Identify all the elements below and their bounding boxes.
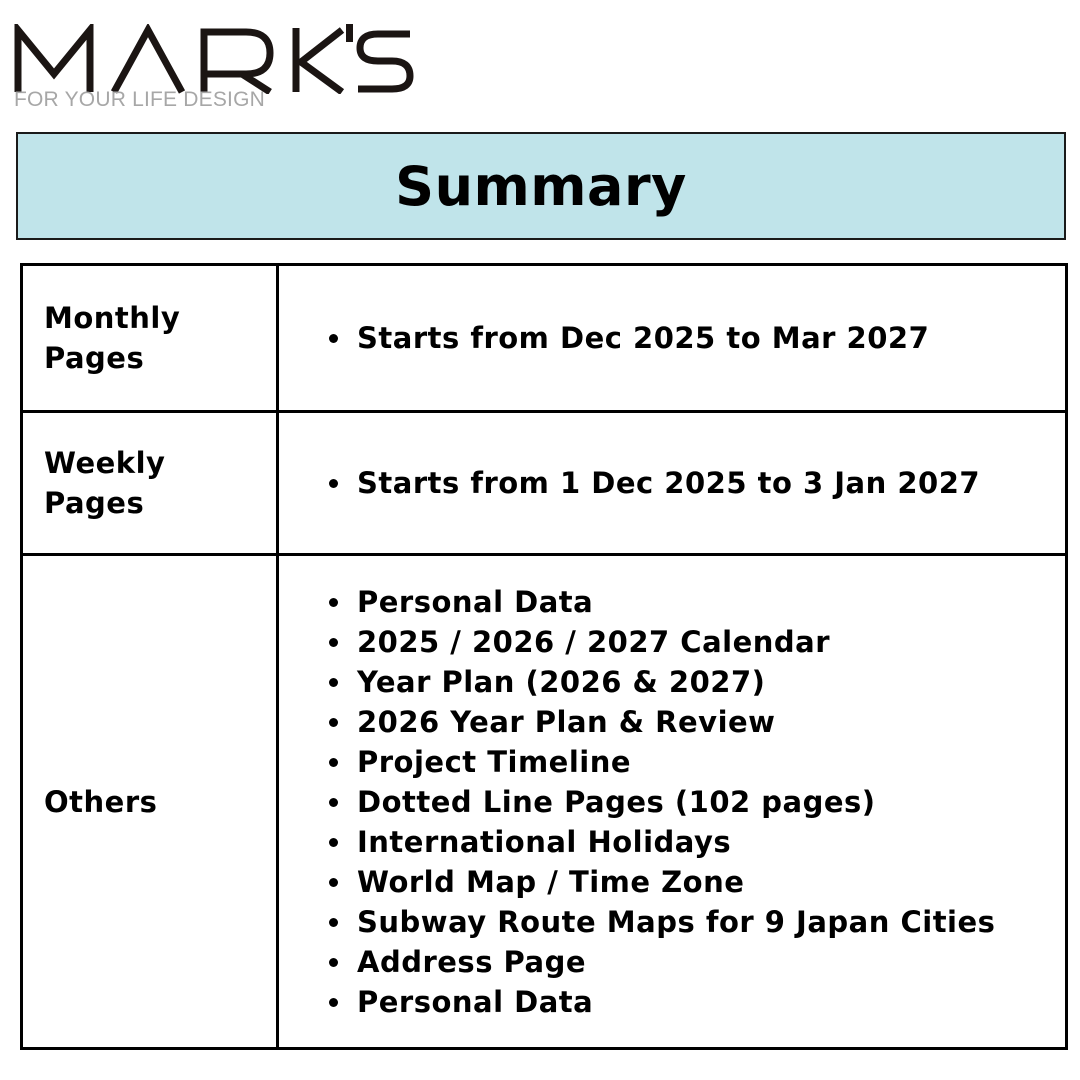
list-item: Personal Data [327,982,1065,1022]
list-item: World Map / Time Zone [327,862,1065,902]
brand-tagline: FOR YOUR LIFE DESIGN [14,88,265,111]
table-row-monthly-pages [22,265,1067,412]
list-item: 2025 / 2026 / 2027 Calendar [327,622,1065,662]
list-item: Year Plan (2026 & 2027) [327,662,1065,702]
row-label-line: Pages [44,341,145,375]
bullet-list [327,463,1065,503]
row-label-line: Pages [44,486,145,520]
list-item: Dotted Line Pages (102 pages) [327,782,1065,822]
brand-logo [14,10,434,110]
bullet-list [327,582,1065,1022]
list-item: Subway Route Maps for 9 Japan Cities [327,902,1065,942]
list-item: Address Page [327,942,1065,982]
row-content-weekly-pages [278,412,1067,555]
marks-logo-wordmark [14,24,414,94]
list-item: Project Timeline [327,742,1065,782]
list-item: Personal Data [327,582,1065,622]
row-label-weekly-pages [22,412,278,555]
row-label-others [22,555,278,1049]
row-content-monthly-pages [278,265,1067,412]
table-row-weekly-pages [22,412,1067,555]
page-title: Summary [395,154,687,218]
row-label-line: Others [44,784,158,819]
summary-header [16,132,1066,240]
row-label-line: Monthly [44,301,181,335]
list-item: International Holidays [327,822,1065,862]
list-item: Starts from 1 Dec 2025 to 3 Jan 2027 [327,463,1065,503]
table-row-others [22,555,1067,1049]
list-item: 2026 Year Plan & Review [327,702,1065,742]
row-label-monthly-pages [22,265,278,412]
row-content-others [278,555,1067,1049]
row-label-line: Weekly [44,446,166,480]
summary-table [20,263,1068,1050]
list-item: Starts from Dec 2025 to Mar 2027 [327,318,1065,358]
bullet-list [327,318,1065,358]
